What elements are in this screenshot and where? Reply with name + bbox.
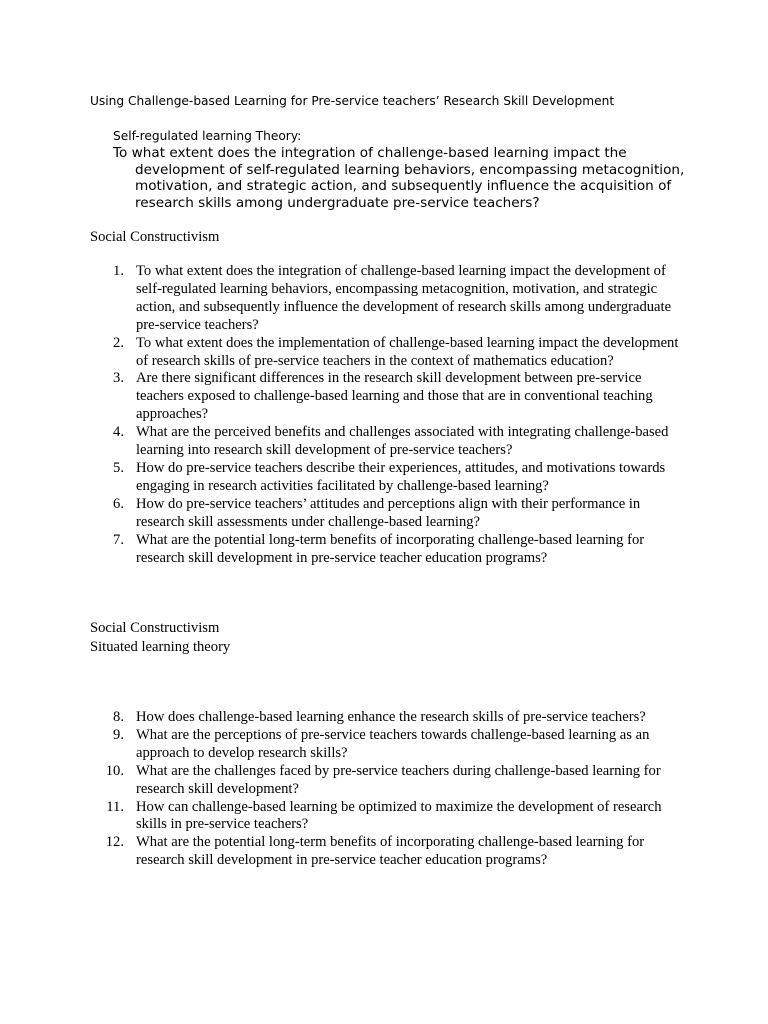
research-questions-list-1 bbox=[100, 263, 690, 567]
list-item-text: How does challenge-based learning enhance the research skills of pre-service teachers? bbox=[136, 709, 646, 725]
section-heading-situated-learning: Situated learning theory bbox=[90, 639, 231, 655]
list-item-number: 9. bbox=[113, 726, 124, 743]
list-item-number: 3. bbox=[113, 370, 124, 387]
list-item-number: 8. bbox=[113, 709, 124, 725]
list-item-number: 1. bbox=[113, 263, 124, 279]
list-item bbox=[100, 424, 690, 460]
list-item bbox=[100, 263, 690, 335]
section-heading-social-constructivism-2: Social Constructivism bbox=[90, 620, 220, 636]
section-heading-social-constructivism: Social Constructivism bbox=[90, 229, 220, 245]
list-item-number: 6. bbox=[113, 495, 124, 512]
srl-theory-question: To what extent does the integration of challenge-based learning impact the development of self-regulated learning behaviors, encompassing metacognition, motivation, and strategic action, and subsequently influence the acquisition of research skills among undergraduate pre-service teachers? bbox=[113, 145, 685, 211]
list-item bbox=[100, 335, 690, 371]
list-item-text: How do pre-service teachers describe their experiences, attitudes, and motivations towards engaging in research activities facilitated by challenge-based learning? bbox=[136, 459, 666, 494]
list-item-text: How do pre-service teachers’ attitudes and perceptions align with their performance in research skill assessments under challenge-based learning? bbox=[136, 495, 641, 530]
list-item-number: 12. bbox=[105, 834, 124, 851]
list-item-text: What are the perceived benefits and challenges associated with integrating challenge-based learning into research skill development of pre-service teachers? bbox=[136, 424, 669, 459]
list-item bbox=[100, 727, 690, 763]
list-item-number: 2. bbox=[113, 334, 124, 351]
srl-theory-label: Self-regulated learning Theory: bbox=[113, 129, 302, 143]
list-item-text: How can challenge-based learning be optimized to maximize the development of research skills in pre-service teachers? bbox=[136, 798, 662, 833]
list-item-number: 11. bbox=[106, 798, 124, 815]
list-item bbox=[100, 532, 690, 568]
list-item bbox=[100, 834, 690, 870]
list-item-text: What are the challenges faced by pre-service teachers during challenge-based learning for research skill development? bbox=[136, 762, 661, 797]
research-questions-list-2 bbox=[100, 709, 690, 870]
list-item-number: 5. bbox=[113, 459, 124, 476]
list-item bbox=[100, 370, 690, 424]
list-item-text: What are the potential long-term benefits of incorporating challenge-based learning for research skill development in pre-service teacher education programs? bbox=[136, 531, 645, 566]
list-item bbox=[100, 709, 690, 727]
list-item-text: What are the potential long-term benefits of incorporating challenge-based learning for research skill development in pre-service teacher education programs? bbox=[136, 834, 645, 869]
list-item-text: To what extent does the integration of challenge-based learning impact the development of self-regulated learning behaviors, encompassing metacognition, motivation, and strategic action, and subsequently influence the development of research skills among undergraduate pre-service teachers? bbox=[136, 263, 672, 333]
list-item-number: 10. bbox=[105, 762, 124, 779]
list-item-number: 7. bbox=[113, 531, 124, 548]
list-item bbox=[100, 799, 690, 835]
list-item bbox=[100, 496, 690, 532]
list-item bbox=[100, 763, 690, 799]
list-item-text: Are there significant differences in the research skill development between pre-service teachers exposed to challenge-based learning and those that are in conventional teaching approaches? bbox=[136, 370, 653, 423]
document-title: Using Challenge-based Learning for Pre-service teachers’ Research Skill Development bbox=[90, 94, 615, 108]
list-item-text: To what extent does the implementation of challenge-based learning impact the development of research skills of pre-service teachers in the context of mathematics education? bbox=[136, 334, 679, 369]
list-item bbox=[100, 460, 690, 496]
list-item-text: What are the perceptions of pre-service teachers towards challenge-based learning as an approach to develop research skills? bbox=[136, 726, 650, 761]
list-item-number: 4. bbox=[113, 424, 124, 441]
